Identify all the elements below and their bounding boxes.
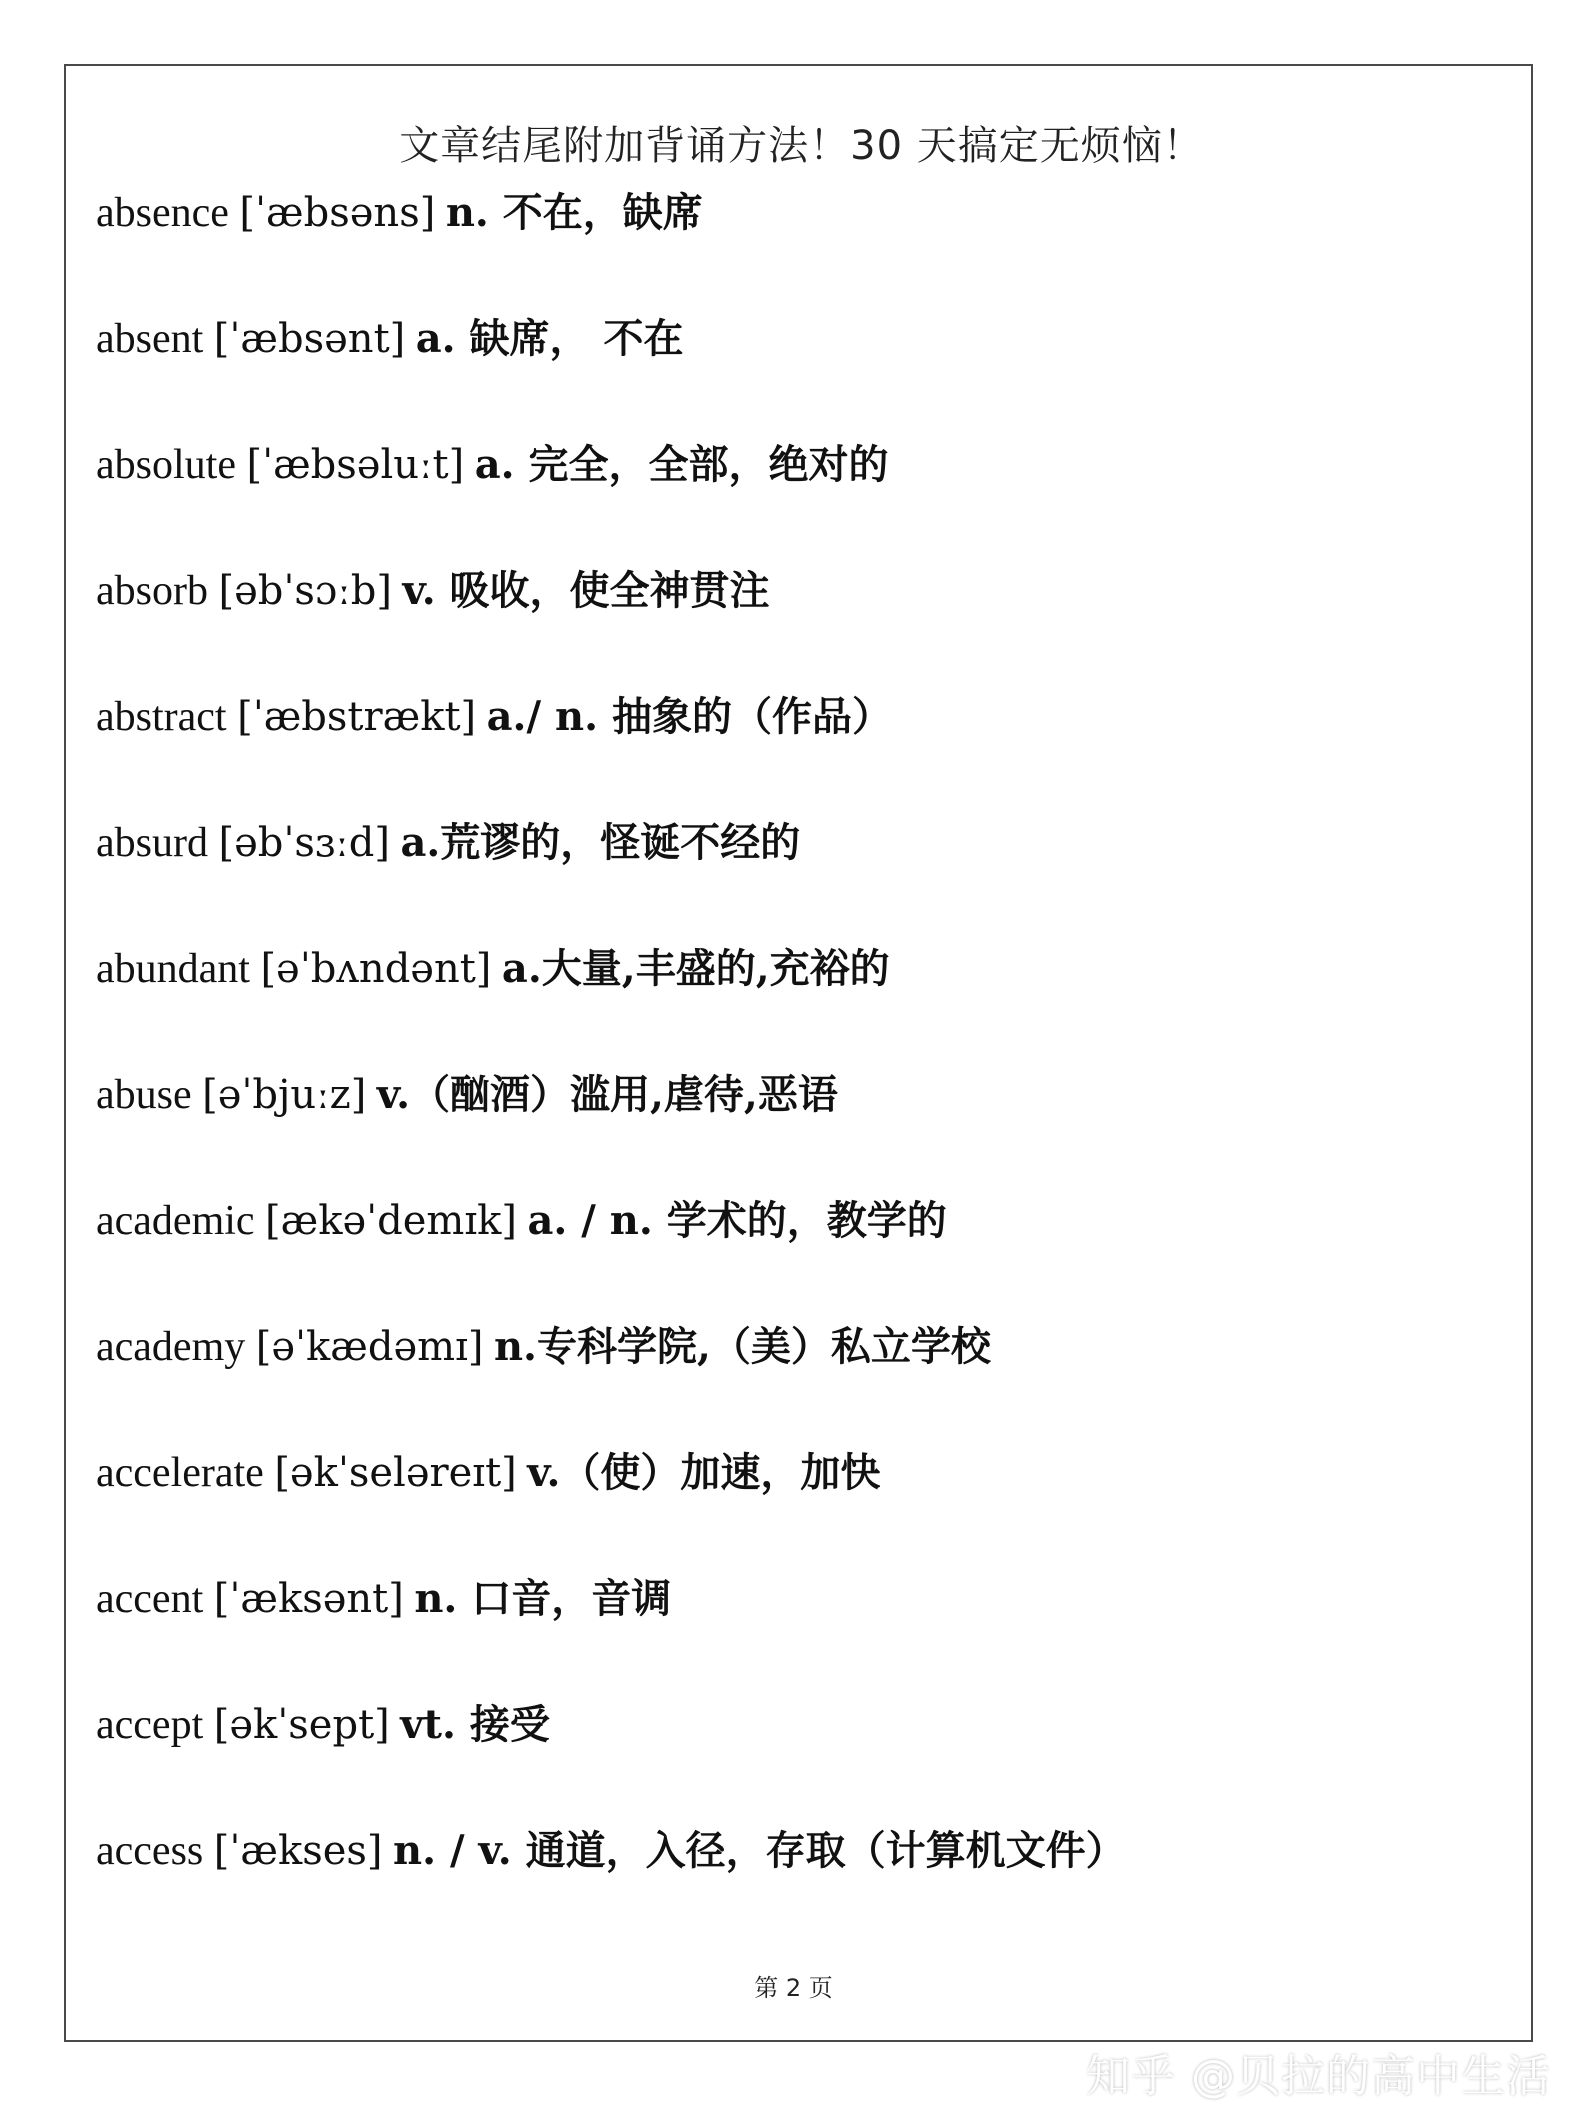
entry-meaning: vt. 接受 xyxy=(400,1701,550,1748)
entry-phonetic: [əkˈsept] xyxy=(213,1702,390,1748)
entry-phonetic: [ˈækses] xyxy=(213,1828,383,1874)
entry-phonetic: [ˈæbsəluːt] xyxy=(246,442,465,488)
entry-phonetic: [ˈæbsəns] xyxy=(239,190,436,236)
entry-word: absolute xyxy=(96,442,236,488)
vocab-entry xyxy=(96,1572,1476,1698)
entry-meaning: v.（酗酒）滥用,虐待,恶语 xyxy=(376,1071,838,1118)
vocabulary-list xyxy=(96,186,1476,1950)
entry-meaning: a. / n. 学术的，教学的 xyxy=(527,1197,947,1244)
entry-meaning: n. 不在，缺席 xyxy=(445,189,703,236)
page-number: 第 2 页 xyxy=(754,1974,833,2002)
vocab-entry xyxy=(96,690,1476,816)
vocab-entry xyxy=(96,942,1476,1068)
entry-phonetic: [əkˈseləreɪt] xyxy=(274,1450,517,1496)
entry-word: abuse xyxy=(96,1072,192,1118)
entry-word: access xyxy=(96,1828,204,1874)
entry-word: absent xyxy=(96,316,204,362)
entry-word: absurd xyxy=(96,820,208,866)
entry-word: accelerate xyxy=(96,1450,264,1496)
entry-meaning: v.（使）加速，加快 xyxy=(527,1449,881,1496)
vocab-entry xyxy=(96,1194,1476,1320)
entry-meaning: a. 完全，全部，绝对的 xyxy=(474,441,889,488)
entry-word: academy xyxy=(96,1324,246,1370)
entry-word: accent xyxy=(96,1576,204,1622)
entry-word: abundant xyxy=(96,946,250,992)
vocab-entry xyxy=(96,816,1476,942)
entry-word: accept xyxy=(96,1702,204,1748)
vocab-entry xyxy=(96,1446,1476,1572)
entry-meaning: a. 缺席， 不在 xyxy=(415,315,684,362)
entry-phonetic: [əbˈsɜːd] xyxy=(218,820,390,866)
entry-meaning: n.专科学院,（美）私立学校 xyxy=(493,1323,991,1370)
vocab-entry xyxy=(96,1320,1476,1446)
watermark: 知乎 @贝拉的高中生活 xyxy=(1086,2051,1551,2102)
entry-meaning: a.荒谬的，怪诞不经的 xyxy=(400,819,801,866)
header-note: 文章结尾附加背诵方法！30 天搞定无烦恼！ xyxy=(399,123,1204,169)
entry-phonetic: [ˈæbstrækt] xyxy=(237,694,477,740)
entry-word: abstract xyxy=(96,694,227,740)
vocab-entry xyxy=(96,186,1476,312)
vocab-entry xyxy=(96,1698,1476,1824)
entry-phonetic: [ækəˈdemɪk] xyxy=(265,1198,517,1244)
entry-phonetic: [əˈbjuːz] xyxy=(202,1072,367,1118)
entry-meaning: v. 吸收，使全神贯注 xyxy=(402,567,770,614)
vocab-entry xyxy=(96,312,1476,438)
entry-phonetic: [əˈbʌndənt] xyxy=(260,946,492,992)
entry-word: absorb xyxy=(96,568,208,614)
vocab-entry xyxy=(96,1068,1476,1194)
vocab-entry xyxy=(96,438,1476,564)
entry-phonetic: [əbˈsɔːb] xyxy=(218,568,392,614)
entry-phonetic: [ˈæbsənt] xyxy=(213,316,406,362)
entry-meaning: a./ n. 抽象的（作品） xyxy=(486,693,892,740)
entry-meaning: a.大量,丰盛的,充裕的 xyxy=(501,945,890,992)
entry-phonetic: [ˈæksənt] xyxy=(213,1576,404,1622)
entry-meaning: n. / v. 通道，入径，存取（计算机文件） xyxy=(393,1827,1126,1874)
entry-phonetic: [əˈkædəmɪ] xyxy=(255,1324,484,1370)
vocab-entry xyxy=(96,1824,1476,1950)
vocab-entry xyxy=(96,564,1476,690)
entry-word: absence xyxy=(96,190,229,236)
entry-meaning: n. 口音，音调 xyxy=(414,1575,672,1622)
entry-word: academic xyxy=(96,1198,255,1244)
